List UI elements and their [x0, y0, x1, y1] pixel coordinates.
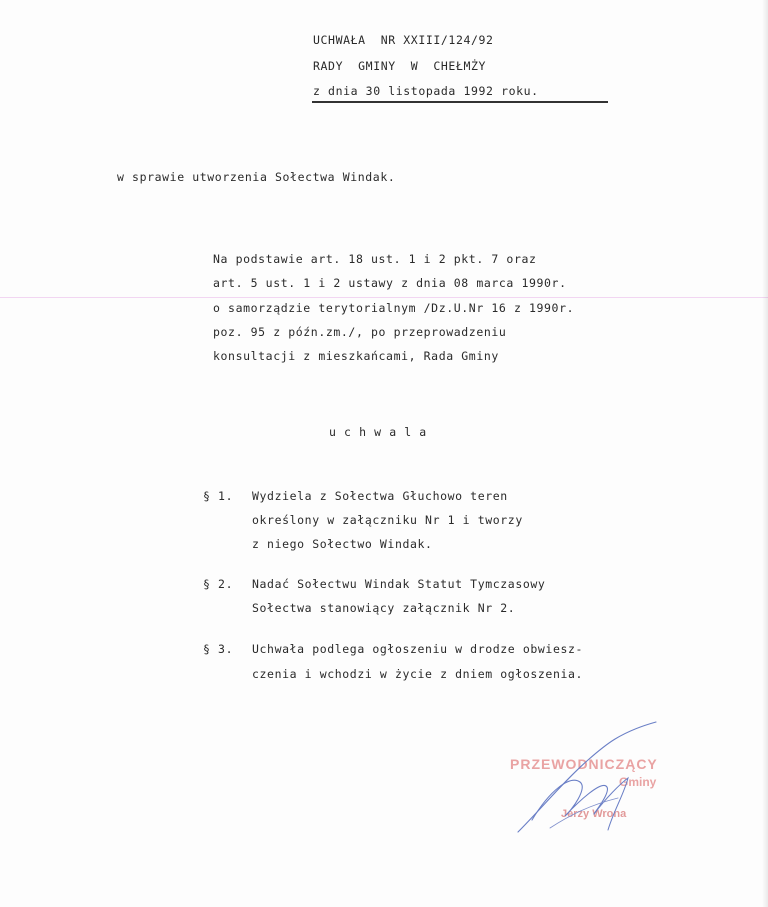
paragraph-1-line: określony w załączniku Nr 1 i tworzy: [252, 513, 523, 527]
chairman-stamp-name: Jerzy Wrona: [561, 808, 627, 820]
subject-line: w sprawie utworzenia Sołectwa Windak.: [117, 170, 396, 184]
paragraph-1-number: § 1.: [203, 489, 234, 503]
resolves-heading: u c h w a l a: [329, 425, 427, 439]
scan-edge-shadow: [762, 0, 768, 907]
header-underline: [312, 101, 608, 103]
paragraph-2-number: § 2.: [203, 577, 234, 591]
faint-pencil-line: [0, 297, 768, 298]
preamble-line: Na podstawie art. 18 ust. 1 i 2 pkt. 7 oraz: [213, 252, 537, 266]
paragraph-3-line: Uchwała podlega ogłoszeniu w drodze obwiesz-: [252, 642, 584, 656]
paragraph-2-line: Sołectwa stanowiący załącznik Nr 2.: [252, 601, 516, 615]
resolution-date: z dnia 30 listopada 1992 roku.: [313, 84, 539, 98]
handwritten-signature: [510, 720, 680, 845]
preamble-line: o samorządzie terytorialnym /Dz.U.Nr 16 z 1990r.: [213, 301, 575, 315]
paragraph-3-number: § 3.: [203, 642, 234, 656]
chairman-stamp-title: PRZEWODNICZĄCY: [510, 756, 658, 772]
council-name: RADY GMINY W CHEŁMŻY: [313, 59, 487, 73]
preamble-line: konsultacji z mieszkańcami, Rada Gminy: [213, 349, 499, 363]
paragraph-1-line: z niego Sołectwo Windak.: [252, 537, 433, 551]
preamble-line: poz. 95 z późn.zm./, po przeprowadzeniu: [213, 325, 507, 339]
paragraph-2-line: Nadać Sołectwu Windak Statut Tymczasowy: [252, 577, 546, 591]
resolution-number: UCHWAŁA NR XXIII/124/92: [313, 33, 494, 47]
chairman-stamp-body: Gminy: [619, 775, 657, 789]
paragraph-1-line: Wydziela z Sołectwa Głuchowo teren: [252, 489, 508, 503]
paragraph-3-line: czenia i wchodzi w życie z dniem ogłoszenia.: [252, 667, 584, 681]
preamble-line: art. 5 ust. 1 i 2 ustawy z dnia 08 marca 1990r.: [213, 276, 567, 290]
